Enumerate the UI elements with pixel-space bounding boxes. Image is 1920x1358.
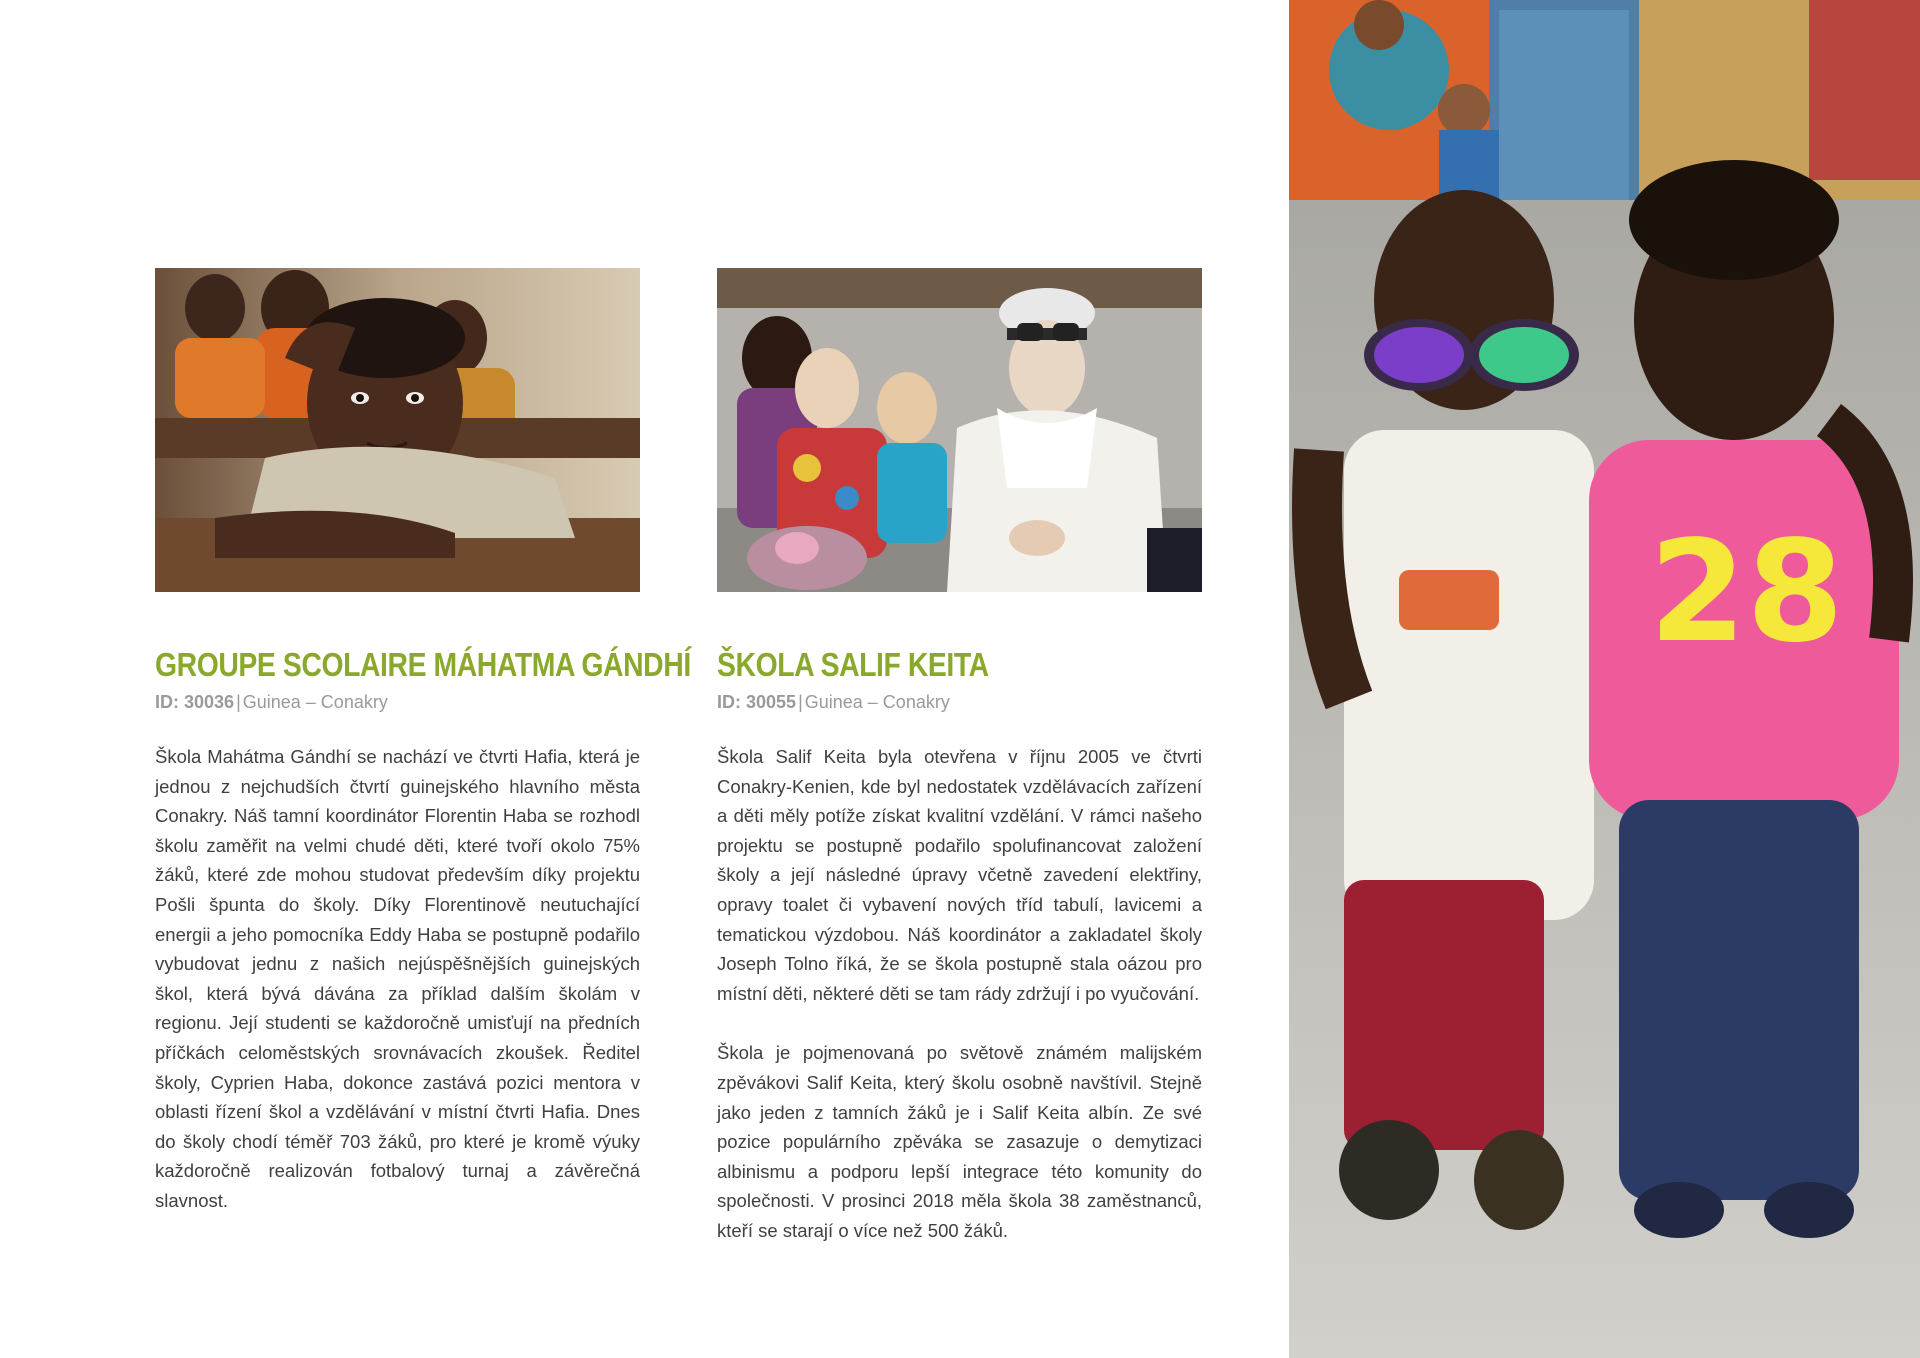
- school-article-salif-keita: [717, 268, 1202, 1246]
- school-description: Škola je pojmenovaná po světově známém malijském zpěvákovi Salif Keita, který školu osobně navštívil. Stejně jako jeden z tamních žáků je i Salif Keita albín. Ze své pozice populárního zpěváka se zasazuje o demytizaci albinismu a podporu lepší integrace této komunity do společnosti. V prosinci 2018 měla škola 38 zaměstnanců, kteří se starají o více než 500 žáků.: [717, 1042, 1202, 1241]
- school-meta: [155, 690, 640, 714]
- children-photo: [1289, 0, 1920, 1358]
- school-title: GROUPE SCOLAIRE MÁHATMA GÁNDHÍ: [155, 646, 691, 683]
- school-id: ID: 30055: [717, 692, 797, 712]
- school-description: Škola Mahátma Gándhí se nachází ve čtvrti Hafia, která je jednou z nejchudších čtvrtí guinejského hlavního města Conakry. Náš tamní koordinátor Florentin Haba se rozhodl školu zaměřit na velmi chudé děti, které tvoří okolo 75% žáků, které zde mohou studovat především díky projektu Pošli špunta do školy. Díky Florentinově neutuchající energii a jeho pomocníka Eddy Haba se postupně podařilo vybudovat jednu z našich nejúspěšnějších guinejských škol, která bývá dávána za příklad dalším školám v regionu. Její studenti se každoročně umisťují na předních příčkách celoměstských srovnávacích zkoušek. Ředitel školy, Cyprien Haba, dokonce zastává pozici mentora v oblasti řízení škol a vzdělávání v místní čtvrti Hafia. Dnes do školy chodí téměř 703 žáků, pro které je kromě výuky každoročně realizován fotbalový turnaj a závěrečná slavnost.: [155, 746, 640, 1211]
- school-location: Guinea – Conakry: [242, 692, 388, 712]
- school-description: Škola Salif Keita byla otevřena v říjnu 2005 ve čtvrti Conakry-Kenien, kde byl nedostatek vzdělávacích zařízení a děti měly potíže získat kvalitní vzdělání. V rámci našeho projektu se postupně podařilo spolufinancovat založení školy a její následné úpravy včetně zavedení elektřiny, opravy toalet či vybavení nových tříd tabulí, lavicemi a tematickou výzdobou. Náš koordinátor a zakladatel školy Joseph Tolno říká, že se škola postupně stala oázou pro místní děti, některé děti se tam rády zdržují i po vyučování.: [717, 746, 1202, 1004]
- school-title: ŠKOLA SALIF KEITA: [717, 646, 989, 683]
- meta-separator: |: [236, 692, 241, 712]
- school-location: Guinea – Conakry: [804, 692, 950, 712]
- school-photo-boy-at-desk: [155, 268, 640, 592]
- school-id: ID: 30036: [155, 692, 235, 712]
- meta-separator: |: [798, 692, 803, 712]
- school-meta: [717, 690, 1202, 714]
- school-photo-salif-keita-visit: [717, 268, 1202, 592]
- school-article-gandhi: [155, 268, 691, 1216]
- svg-text:28: 28: [1649, 511, 1844, 674]
